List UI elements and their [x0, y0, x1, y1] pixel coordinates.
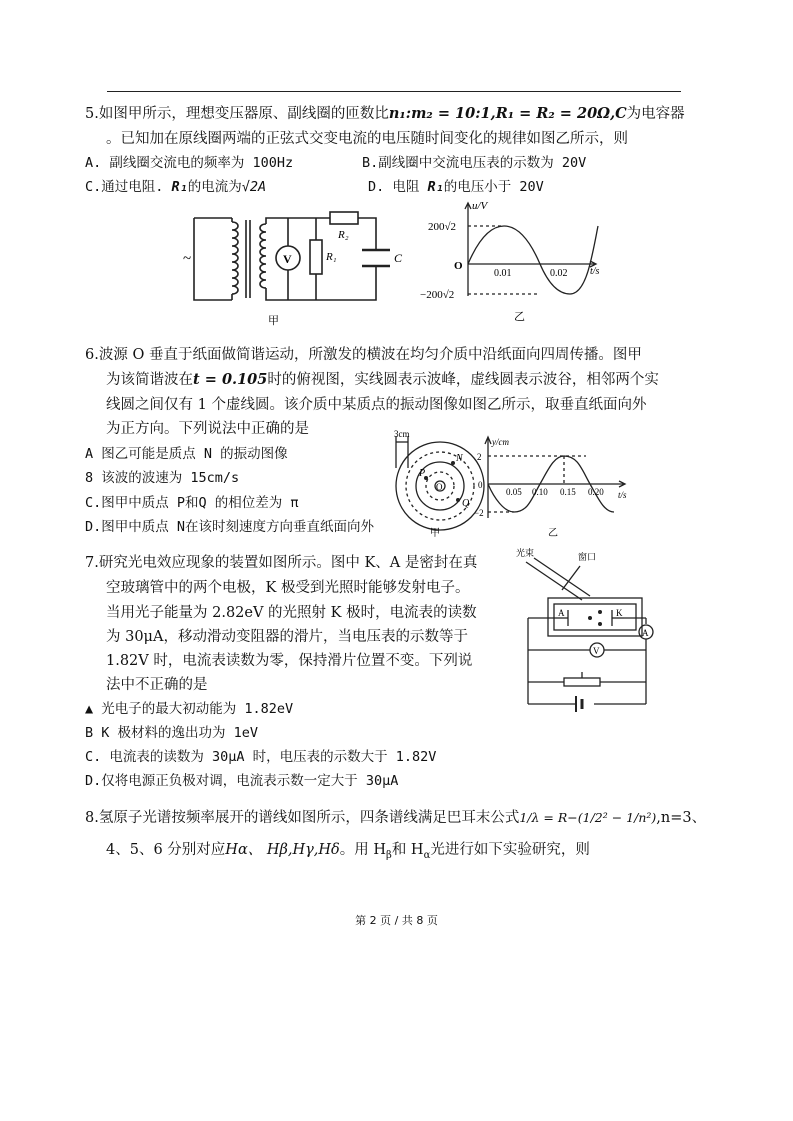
q7-electrode-k: K — [616, 608, 623, 618]
q8-stem-line2 — [106, 840, 590, 866]
q6-fig-yi-caption: 乙 — [548, 528, 558, 539]
q5-option-d-text: D. 电阻 — [368, 179, 428, 195]
q5-stem-math: n₁:m₂ = 10:1,R₁ = R₂ = 20Ω,C — [388, 105, 627, 122]
q6-option-b: 8 该波的波速为 15cm/s — [85, 470, 240, 486]
q5-fig-jia-caption: 甲 — [268, 315, 279, 327]
q5-option-c-text: C.通过电阻. — [85, 179, 172, 195]
q5-option-d-r1: R₁ — [427, 179, 444, 195]
q7-option-b: B K 极材料的逸出功为 1eV — [85, 725, 259, 741]
q7-stem-line5: 1.82V 时，电流表读数为零，保持滑片位置不变。下列说 — [106, 653, 473, 669]
q5-option-c — [85, 177, 266, 197]
q6-graph-tick: 0.05 — [506, 487, 522, 497]
q5-option-b: B.副线圈中交流电压表的示数为 20V — [362, 155, 587, 171]
q6-point-q: Q — [462, 498, 470, 509]
q5-voltmeter-label: V — [283, 252, 292, 266]
q6-graph-tick: 0.15 — [560, 487, 576, 497]
q7-light-beam-label: 光束 — [516, 548, 535, 558]
q5-stem-line2: 。已知加在原线圈两端的正弦式交变电流的电压随时间变化的规律如图乙所示，则 — [106, 131, 628, 147]
q5-option-a: A. 副线圈交流电的频率为 100Hz — [85, 155, 294, 171]
q6-option-c: C.图甲中质点 P和Q 的相位差为 π — [85, 495, 299, 511]
q5-option-c-r1: R₁ — [171, 179, 188, 195]
q6-graph-ymax: 2 — [477, 452, 482, 462]
q8-line-names: Hα、 Hβ,Hγ,Hδ — [225, 842, 340, 858]
q5-capacitor-label: C — [394, 251, 403, 265]
q6-point-p: P — [419, 468, 426, 479]
q6-graph-xlabel: t/s — [618, 490, 627, 500]
header-rule — [107, 91, 681, 92]
q6-stem-time: t = 0.105 — [193, 371, 268, 388]
q5-graph-ymin: −200√2 — [420, 289, 455, 301]
q8-stem-line2-text: 4、5、6 分别对应 — [106, 842, 226, 858]
q6-option-d: D.图甲中质点 N在该时刻速度方向垂直纸面向外 — [85, 519, 375, 535]
q7-ammeter-label: A — [642, 628, 649, 638]
q5-r1-label: R₁ — [326, 251, 337, 263]
q6-graph-ymin: −2 — [474, 508, 484, 518]
q8-stem-line2-tail: 光进行如下实验研究，则 — [430, 842, 590, 858]
q7-photoelectric-circuit — [516, 548, 690, 718]
q5-option-d-tail: 的电压小于 20V — [443, 179, 544, 195]
q6-point-n: N — [456, 453, 463, 464]
q5-ac-source-symbol: ~ — [183, 251, 192, 267]
q5-option-c-mid: 的电流为 — [187, 179, 242, 195]
q8-stem-line2-and: 和 H — [391, 842, 424, 858]
q7-stem-line3: 当用光子能量为 2.82eV 的光照射 K 极时，电流表的读数 — [106, 605, 477, 621]
q5-graph-tick-002: 0.02 — [550, 268, 568, 279]
q8-sub-alpha: α — [423, 849, 431, 861]
q8-sub-beta: β — [386, 849, 392, 861]
q5-option-d — [368, 177, 544, 197]
q5-graph-xlabel: t/s — [590, 266, 600, 277]
q6-stem-line2 — [106, 370, 659, 390]
q7-option-c: C. 电流表的读数为 30μA 时，电压表的示数大于 1.82V — [85, 749, 437, 765]
q5-fig-yi-caption: 乙 — [514, 311, 525, 323]
q5-voltage-graph — [420, 196, 610, 331]
page-footer: 第 2 页 / 共 8 页 — [355, 914, 438, 927]
q5-option-c-value: √2A — [241, 179, 267, 195]
q6-graph-tick: 0.10 — [532, 487, 548, 497]
q8-stem-line2-mid: 。用 H — [339, 842, 387, 858]
q6-graph-tick: 0.20 — [588, 487, 604, 497]
q6-point-o: O — [436, 482, 443, 492]
q7-stem-line6: 法中不正确的是 — [106, 677, 208, 693]
q5-stem-tail: 为电容器 — [626, 106, 685, 122]
q6-fig-jia-caption: 甲 — [430, 528, 440, 539]
q6-graph-ylabel: y/cm — [492, 437, 509, 447]
q7-stem-line4: 为 30μA，移动滑动变阻器的滑片，当电压表的示数等于 — [106, 629, 468, 645]
q5-graph-origin: O — [454, 260, 463, 272]
q7-electrode-a: A — [558, 608, 565, 618]
q5-circuit-diagram — [180, 200, 410, 330]
q5-graph-tick-001: 0.01 — [494, 268, 512, 279]
q8-balmer-formula: 1/λ = R−(1/2² − 1/n²) — [519, 810, 657, 825]
q6-stem-line2-text: 为该简谐波在 — [106, 372, 193, 388]
q8-stem-tail: ,n=3、 — [656, 810, 707, 826]
q6-graph-zero: 0 — [478, 480, 483, 490]
q6-stem-line4: 为正方向。下列说法中正确的是 — [106, 421, 309, 437]
q5-r2-label: R₂ — [338, 229, 349, 241]
q7-option-a: ▲ 光电子的最大初动能为 1.82eV — [85, 701, 294, 717]
q7-window-label: 窗口 — [578, 552, 597, 562]
q7-option-d: D.仅将电源正负极对调，电流表示数一定大于 30μA — [85, 773, 399, 789]
q6-stem-line3: 线圆之间仅有 1 个虚线圆。该介质中某质点的振动图像如图乙所示，取垂直纸面向外 — [106, 397, 647, 413]
q5-graph-ylabel: u/V — [472, 200, 488, 212]
q6-vibration-graph — [474, 432, 634, 540]
q6-option-a: A 图乙可能是质点 N 的振动图像 — [85, 446, 288, 462]
q8-stem-line1 — [85, 808, 706, 828]
q8-stem-text: 8.氢原子光谱按频率展开的谱线如图所示，四条谱线满足巴耳末公式 — [85, 810, 520, 826]
q6-scale-label: 3cm — [394, 429, 410, 439]
q5-graph-ymax: 200√2 — [428, 221, 457, 233]
q7-stem-line1: 7.研究光电效应现象的装置如图所示。图中 K、A 是密封在真 — [85, 555, 478, 571]
q6-stem-line1: 6.波源 O 垂直于纸面做简谐运动，所激发的横波在均匀介质中沿纸面向四周传播。图甲 — [85, 347, 642, 363]
q7-stem-line2: 空玻璃管中的两个电极，K 极受到光照时能够发射电子。 — [106, 580, 470, 596]
q7-voltmeter-label: V — [593, 646, 600, 656]
q5-stem-text: 5.如图甲所示，理想变压器原、副线圈的匝数比 — [85, 106, 389, 122]
q5-stem-line1 — [85, 104, 685, 124]
q6-stem-line2-tail: 时的俯视图，实线圆表示波峰，虚线圆表示波谷，相邻两个实 — [267, 372, 659, 388]
